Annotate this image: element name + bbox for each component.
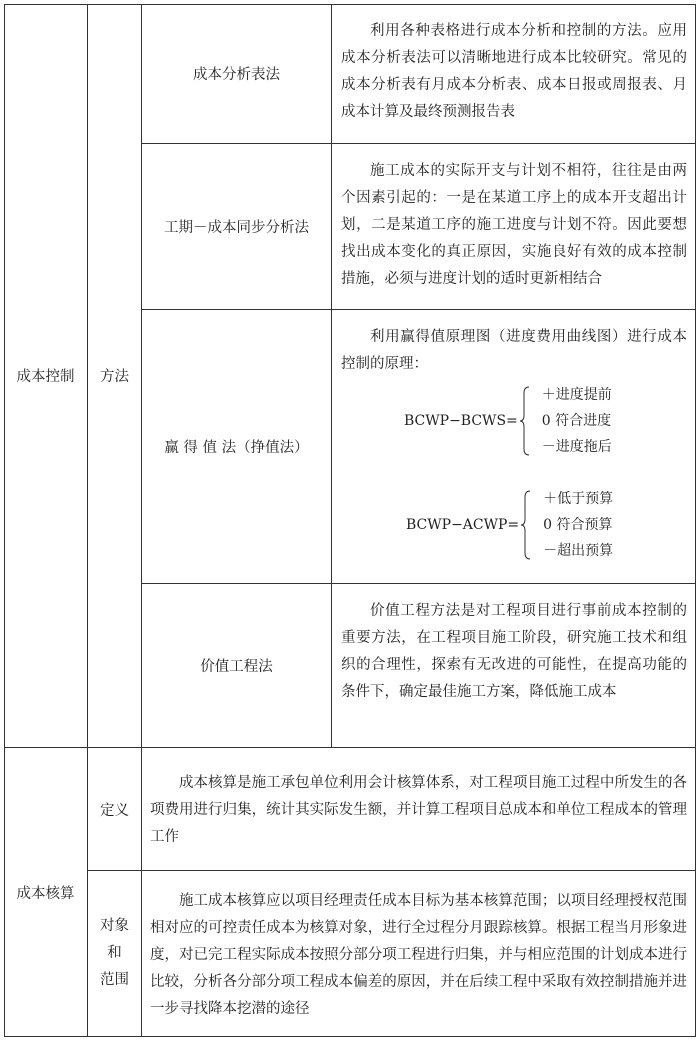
method-desc-schedule-cost-sync: 施工成本的实际开支与计划不相符，往往是由两个因素引起的：一是在某道工序上的成本开支超出计划，二是某道工序的施工进度与计划不符。因此要想找出成本变化的真正原因，实施良好有效的成本控制措施，必须与进度计划的适时更新相结合 [341,163,687,287]
table-bottom-border [4,1036,696,1037]
left-brace-icon [520,385,530,457]
accounting-desc-definition: 成本核算是施工承包单位利用会计核算体系，对工程项目施工过程中所发生的各项费用进行归集，统计其实际发生额，并计算工程项目总成本和单位工程成本的管理工作 [150,775,687,845]
scope-label-line: 和 [107,945,122,961]
col-divider-3 [331,4,332,747]
left-brace-icon [521,489,531,561]
accounting-desc-scope: 施工成本核算应以项目经理责任成本目标为基本核算范围；以项目经理授权范围相对应的可控责任成本为核算对象，进行全过程分月跟踪核算。根据工程当月形象进度，对已完工程实际成本按照分部分项工程进行归集，并与相应范围的计划成本进行比较，分析各分部分项工程成本偏差的原因，并在后续工程中采取有效控制措施并进一步寻找降本挖潜的途径 [150,893,687,1017]
method-name-cost-analysis-table: 成本分析表法 [193,67,280,83]
method-name-schedule-cost-sync: 工期－成本同步分析法 [164,220,309,236]
method-name-earned-value: 赢 得 值 法（挣值法） [164,440,309,456]
formula-option: －超出预算 [543,543,614,559]
col-divider-accounting [141,747,142,1037]
scope-label-line: 范围 [100,972,129,988]
method-name-value-engineering: 价值工程法 [200,659,273,675]
row-divider-4 [87,870,696,871]
section-label-cost-control: 成本控制 [16,369,75,385]
formula-label: BCWP−BCWS= [404,413,518,429]
accounting-name-definition: 定义 [100,802,129,819]
formula-option: ＋进度提前 [541,387,612,403]
scope-label-line: 对象 [100,918,129,934]
formula-bcwp-bcws [404,382,612,460]
accounting-name-scope [88,871,141,1036]
table-right-border [695,4,696,1037]
method-desc-value-engineering: 价值工程方法是对工程项目进行事前成本控制的重要方法，在工程项目施工阶段，研究施工技术和组织的合理性，探索有无改进的可能性，在提高功能的条件下，确定最佳施工方案，降低施工成本 [341,603,687,700]
formula-option: ＋低于预算 [543,491,614,507]
method-label: 方法 [100,369,129,385]
formula-option: 0 符合预算 [543,517,613,533]
method-desc-earned-value: 利用赢得值原理图（进度费用曲线图）进行成本控制的原理： [341,329,687,372]
formula-bcwp-acwp [406,486,613,564]
formula-label: BCWP−ACWP= [406,517,520,533]
formula-option: －进度拖后 [541,439,612,455]
section-label-cost-accounting: 成本核算 [16,885,75,902]
formula-option: 0 符合进度 [541,413,612,429]
method-desc-cost-analysis-table: 利用各种表格进行成本分析和控制的方法。应用成本分析表法可以清晰地进行成本比较研究。常见的成本分析表有月成本分析表、成本日报或周报表、月成本计算及最终预测报告表 [341,23,687,120]
